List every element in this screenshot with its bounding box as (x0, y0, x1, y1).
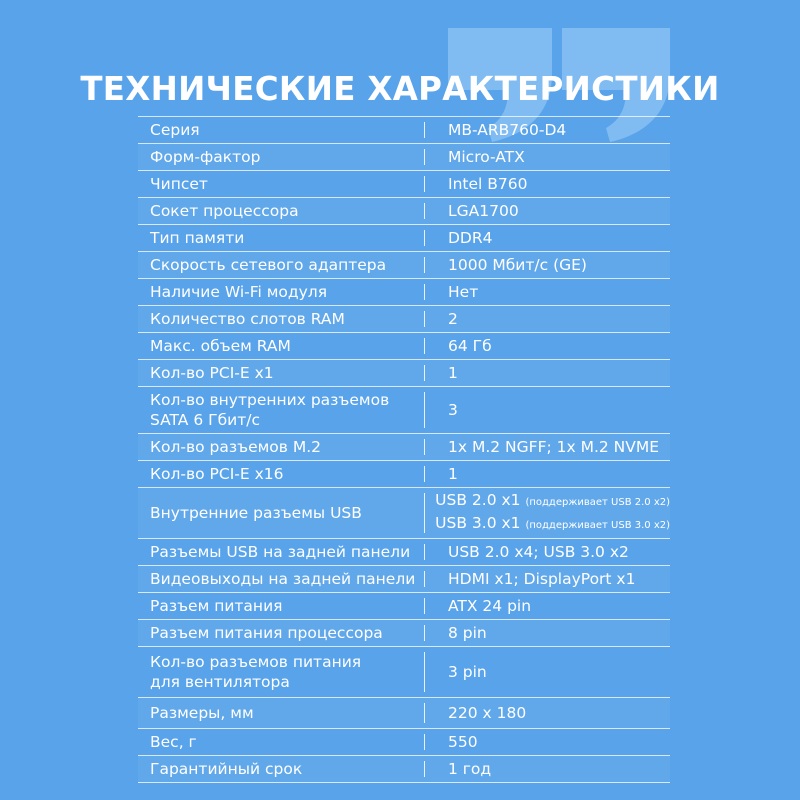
spec-row (138, 198, 670, 225)
spec-label-line: для вентилятора (150, 673, 290, 691)
spec-row (138, 566, 670, 593)
column-divider (424, 439, 425, 455)
spec-label: Гарантийный срок (150, 760, 303, 778)
spec-row (138, 729, 670, 756)
spec-value: USB 2.0 x4; USB 3.0 x2 (448, 543, 629, 561)
spec-label: Тип памяти (150, 229, 245, 247)
spec-row (138, 279, 670, 306)
column-divider (424, 734, 425, 750)
spec-value: 220 x 180 (448, 704, 527, 722)
column-divider (424, 176, 425, 192)
column-divider (424, 365, 425, 381)
spec-label: Скорость сетевого адаптера (150, 256, 387, 274)
spec-row (138, 647, 670, 698)
spec-value: 3 pin (448, 663, 487, 681)
column-divider (424, 466, 425, 482)
spec-label: Наличие Wi-Fi модуля (150, 283, 328, 301)
spec-value-line (435, 490, 670, 513)
usb-note: (поддерживает USB 3.0 x2) (525, 520, 670, 531)
column-divider (424, 625, 425, 641)
spec-value: 3 (448, 401, 458, 419)
column-divider (424, 493, 425, 533)
spec-label (138, 652, 424, 692)
spec-label: Разъем питания (150, 597, 283, 615)
spec-value: 550 (448, 733, 478, 751)
spec-label: Сокет процессора (150, 202, 299, 220)
spec-value (411, 490, 670, 536)
column-divider (424, 203, 425, 219)
spec-row (138, 387, 670, 434)
spec-row (138, 171, 670, 198)
spec-label: Кол-во PCI-E x16 (150, 465, 284, 483)
spec-label: Чипсет (150, 175, 208, 193)
column-divider (424, 284, 425, 300)
spec-value: 1000 Мбит/с (GE) (448, 256, 587, 274)
spec-row (138, 539, 670, 566)
spec-value: MB-ARB760-D4 (448, 121, 567, 139)
spec-label-line: SATA 6 Гбит/с (150, 411, 260, 429)
spec-value: 1 (448, 465, 458, 483)
spec-value: Micro-ATX (448, 148, 525, 166)
spec-label: Разъемы USB на задней панели (150, 543, 411, 561)
spec-label (138, 390, 424, 430)
spec-value: DDR4 (448, 229, 493, 247)
spec-row (138, 306, 670, 333)
spec-label: Видеовыходы на задней панели (150, 570, 416, 588)
spec-value: 1 (448, 364, 458, 382)
spec-label: Вес, г (150, 733, 197, 751)
spec-row (138, 434, 670, 461)
spec-value: 8 pin (448, 624, 487, 642)
column-divider (424, 652, 425, 692)
column-divider (424, 122, 425, 138)
spec-row (138, 593, 670, 620)
column-divider (424, 257, 425, 273)
usb-note: (поддерживает USB 2.0 x2) (525, 497, 670, 508)
spec-table (138, 116, 670, 783)
spec-value-line (435, 513, 670, 536)
spec-label: Количество слотов RAM (150, 310, 345, 328)
spec-label: Разъем питания процессора (150, 624, 383, 642)
column-divider (424, 761, 425, 777)
column-divider (424, 311, 425, 327)
spec-value: ATX 24 pin (448, 597, 532, 615)
column-divider (424, 703, 425, 723)
usb-spec: USB 3.0 x1 (435, 514, 521, 532)
spec-label-line: Кол-во разъемов питания (150, 653, 362, 671)
spec-value: 1x M.2 NGFF; 1x M.2 NVME (448, 438, 660, 456)
usb-spec: USB 2.0 x1 (435, 491, 521, 509)
column-divider (424, 338, 425, 354)
spec-label: Кол-во разъемов M.2 (150, 438, 321, 456)
spec-value: Intel B760 (448, 175, 528, 193)
spec-label: Кол-во PCI-E x1 (150, 364, 274, 382)
spec-label: Макс. объем RAM (150, 337, 291, 355)
column-divider (424, 230, 425, 246)
spec-row (138, 488, 670, 539)
spec-value: 64 Гб (448, 337, 492, 355)
spec-value: Нет (448, 283, 479, 301)
spec-row (138, 333, 670, 360)
column-divider (424, 571, 425, 587)
spec-row (138, 698, 670, 729)
column-divider (424, 149, 425, 165)
spec-row (138, 620, 670, 647)
spec-row (138, 756, 670, 783)
spec-label: Размеры, мм (150, 704, 254, 722)
spec-value: 2 (448, 310, 458, 328)
spec-label: Серия (150, 121, 200, 139)
spec-row (138, 360, 670, 387)
spec-row (138, 252, 670, 279)
spec-row (138, 461, 670, 488)
spec-label: Внутренние разъемы USB (150, 504, 362, 522)
spec-row (138, 225, 670, 252)
spec-label: Форм-фактор (150, 148, 261, 166)
column-divider (424, 544, 425, 560)
spec-label-line: Кол-во внутренних разъемов (150, 391, 390, 409)
spec-row (138, 117, 670, 144)
column-divider (424, 392, 425, 428)
spec-value: HDMI x1; DisplayPort x1 (448, 570, 636, 588)
spec-row (138, 144, 670, 171)
page-title: ТЕХНИЧЕСКИЕ ХАРАКТЕРИСТИКИ (80, 70, 720, 108)
spec-value: LGA1700 (448, 202, 519, 220)
spec-value: 1 год (448, 760, 492, 778)
column-divider (424, 598, 425, 614)
